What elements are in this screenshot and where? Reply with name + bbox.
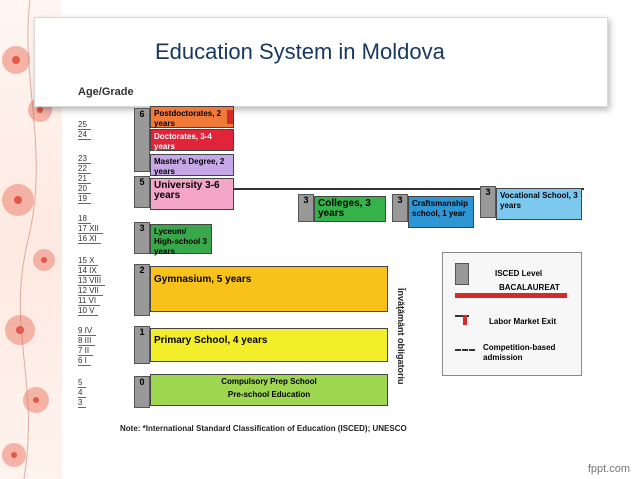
age-label: 22 [78, 164, 91, 174]
age-label: 16 XI [78, 234, 101, 244]
age-label: 13 VIII [78, 276, 105, 286]
isced-level-3: 3 [134, 222, 150, 254]
prep-box [150, 374, 388, 406]
age-label: 21 [78, 174, 91, 184]
age-label: 4 [78, 388, 86, 398]
slide-title: Education System in Moldova [155, 39, 445, 64]
source-note: Note: *International Standard Classification of Education (ISCED); UNESCO [120, 424, 407, 433]
age-label: 9 IV [78, 326, 96, 336]
age-label: 20 [78, 184, 91, 194]
age-label: 14 IX [78, 266, 101, 276]
age-label: 25 [78, 120, 91, 130]
age-grade-header: Age/Grade [78, 86, 134, 98]
age-label: 17 XII [78, 224, 103, 234]
isced-level-vocational: 3 [480, 186, 496, 218]
craftsmanship-box: Craftsmanship school, 1 year [408, 196, 474, 228]
age-label: 3 [78, 398, 86, 408]
legend-isced-swatch [455, 263, 469, 285]
age-label: 10 V [78, 306, 98, 316]
postdoc-box: Postdoctorates, 2 years [150, 106, 234, 128]
education-diagram [72, 86, 592, 438]
legend-bac-label: BACALAUREAT [499, 283, 560, 292]
age-label: 15 X [78, 256, 98, 266]
age-label: 6 I [78, 356, 91, 366]
age-label: 18 [78, 214, 91, 224]
age-label: 8 III [78, 336, 95, 346]
age-label: 23 [78, 154, 91, 164]
isced-level-craft: 3 [392, 194, 408, 222]
legend-isced-label: ISCED Level [495, 269, 543, 278]
footer-brand: fppt.com [587, 463, 630, 475]
isced-level-6: 6 [134, 108, 150, 172]
vocational-box: Vocational School, 3 years [496, 188, 582, 220]
masters-box: Master's Degree, 2 years [150, 154, 234, 176]
colleges-box: Colleges, 3 years [314, 196, 386, 222]
exit-marker [227, 110, 233, 124]
isced-level-colleges: 3 [298, 194, 314, 222]
isced-level-2: 2 [134, 264, 150, 316]
isced-level-0: 0 [134, 376, 150, 408]
legend-competition-label: Competition-based admission [483, 343, 556, 362]
legend-competition-swatch [455, 349, 475, 351]
isced-level-5: 5 [134, 176, 150, 208]
compulsory-education-label: Învăţământ obligatoriu [396, 287, 406, 385]
age-label: 11 VI [78, 296, 100, 306]
legend-exit-label: Labor Market Exit [489, 317, 557, 326]
prep-label: Compulsory Prep School [221, 377, 317, 386]
legend-exit-marker [463, 315, 467, 325]
legend [442, 252, 582, 376]
lyceum-box: Lyceum/ High-school 3 years [150, 224, 212, 254]
university-box: University 3-6 years [150, 178, 234, 210]
age-label: 5 [78, 378, 86, 388]
preschool-label: Pre-school Education [227, 390, 311, 399]
isced-level-1: 1 [134, 326, 150, 364]
primary-box: Primary School, 4 years [150, 328, 388, 362]
doctorates-box: Doctorates, 3-4 years [150, 129, 234, 151]
gymnasium-box: Gymnasium, 5 years [150, 266, 388, 312]
age-label: 24 [78, 130, 91, 140]
age-label: 19 [78, 194, 91, 204]
legend-bac-swatch [455, 293, 567, 298]
age-label: 7 II [78, 346, 93, 356]
age-label: 12 VII [78, 286, 103, 296]
